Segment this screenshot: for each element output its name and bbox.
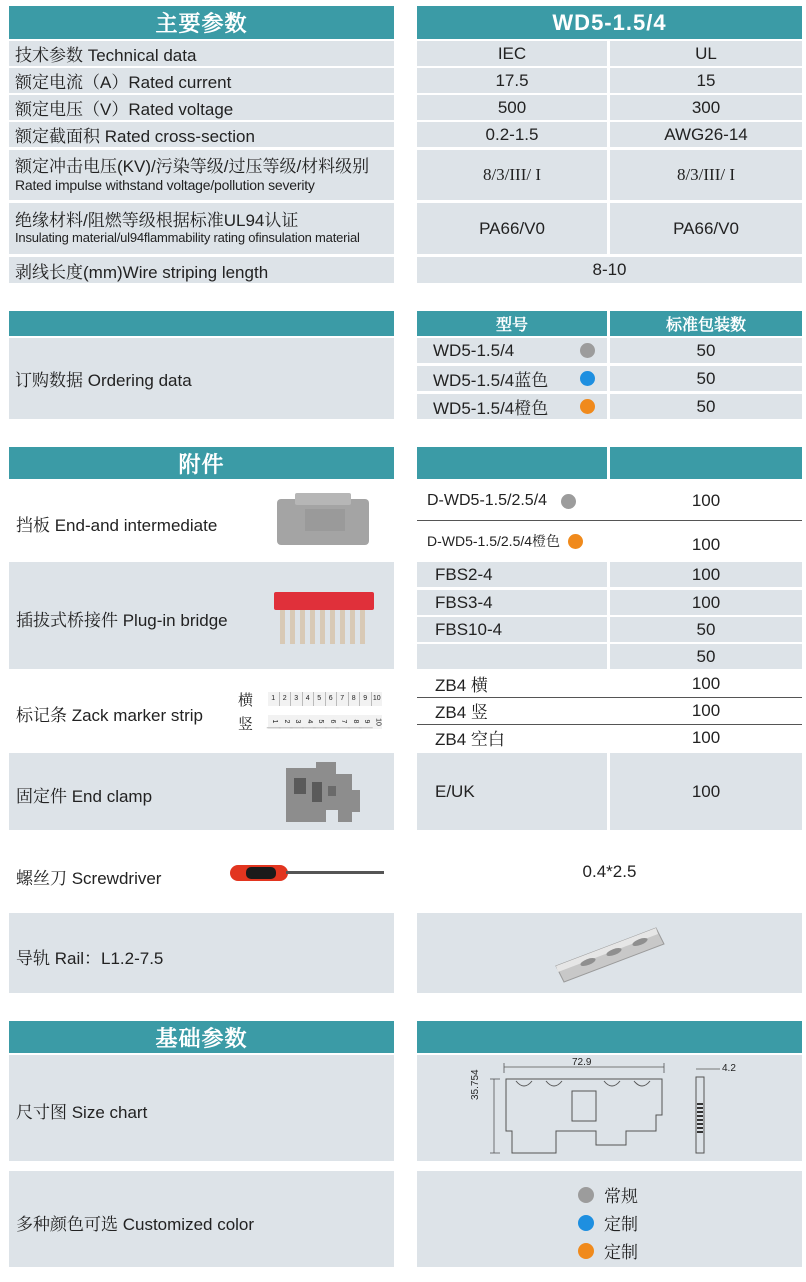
- row-voltage-iec: 500: [417, 95, 607, 120]
- insulating-label-cn: 绝缘材料/阻燃等级根据标准UL94认证: [15, 211, 299, 231]
- rail-image: [552, 922, 668, 986]
- marker-model: ZB4 横: [435, 676, 488, 695]
- marker-model: ZB4 竖: [435, 703, 488, 722]
- ordering-item-gray: [417, 338, 607, 363]
- row-insulating-label: [9, 203, 394, 254]
- clamp-qty: 100: [610, 753, 802, 830]
- blue-dot-icon: [580, 371, 595, 386]
- accessories-header-model: [417, 447, 607, 479]
- size-width-label: 72.9: [572, 1057, 592, 1068]
- row-technical-ul: UL: [610, 41, 802, 66]
- size-height-label: 35.754: [470, 1069, 481, 1100]
- orange-dot-icon: [578, 1243, 594, 1259]
- bridge-model: [417, 644, 607, 669]
- color-option-text: 常规: [604, 1187, 638, 1206]
- bridge-image: [272, 590, 376, 648]
- end-divider: [417, 520, 802, 521]
- color-label: 多种颜色可选 Customized color: [16, 1215, 255, 1234]
- marker-number: 7: [336, 716, 350, 728]
- basic-params-header: 基础参数: [9, 1021, 394, 1053]
- marker-number: 1: [268, 692, 280, 706]
- ordering-qty: 50: [610, 366, 802, 391]
- ordering-header-left: [9, 311, 394, 336]
- row-technical-label: 技术参数 Technical data: [9, 41, 394, 66]
- ordering-model: WD5-1.5/4: [433, 340, 515, 360]
- impulse-label-en: Rated impulse withstand voltage/pollution severity: [15, 176, 315, 193]
- marker-number: 4: [303, 692, 315, 706]
- marker-number: 2: [280, 692, 292, 706]
- color-option-custom-orange: [578, 1238, 638, 1263]
- ordering-qty: 50: [610, 338, 802, 363]
- marker-number: 1: [267, 716, 281, 728]
- end-clamp-image: [282, 760, 366, 824]
- row-insulating-ul: PA66/V0: [610, 203, 802, 254]
- bridge-qty: 100: [610, 562, 802, 587]
- rail-label: 导轨 Rail：L1.2-7.5: [16, 949, 164, 968]
- screwdriver-image: [230, 861, 386, 885]
- impulse-label-cn: 额定冲击电压(KV)/污染等级/过压等级/材料级别: [15, 157, 370, 177]
- row-cross-section-label: 额定截面积 Rated cross-section: [9, 122, 394, 147]
- marker-qty: 100: [691, 727, 721, 747]
- color-option-custom-blue: [578, 1210, 638, 1235]
- bridge-model: FBS10-4: [417, 617, 607, 642]
- size-chart-label: 尺寸图 Size chart: [16, 1103, 148, 1122]
- marker-strip-horizontal: [268, 692, 382, 706]
- bridge-qty: 50: [610, 644, 802, 669]
- bridge-label: 插拔式桥接件 Plug-in bridge: [16, 611, 228, 630]
- end-item-orange: [417, 523, 607, 559]
- ordering-model: WD5-1.5/4橙色: [433, 399, 549, 418]
- screwdriver-label: 螺丝刀 Screwdriver: [16, 869, 162, 888]
- ordering-label: 订购数据 Ordering data: [9, 338, 394, 419]
- marker-number: 4: [301, 716, 315, 728]
- blue-dot-icon: [578, 1215, 594, 1231]
- ordering-qty: 50: [610, 394, 802, 419]
- row-voltage-label: 额定电压（V）Rated voltage: [9, 95, 394, 120]
- row-insulating-iec: PA66/V0: [417, 203, 607, 254]
- gray-dot-icon: [561, 494, 576, 509]
- marker-h-label: 横: [238, 692, 254, 709]
- color-option-regular: [578, 1182, 638, 1207]
- marker-number: 8: [347, 716, 361, 728]
- end-model: D-WD5-1.5/2.5/4橙色: [427, 533, 561, 549]
- end-qty: 100: [691, 535, 721, 554]
- marker-qty: 100: [691, 700, 721, 720]
- marker-number: 5: [313, 716, 327, 728]
- insulating-label-en: Insulating material/ul94flammability rating ofinsulation material: [15, 229, 360, 245]
- marker-number: 5: [314, 692, 326, 706]
- accessories-header: 附件: [9, 447, 394, 479]
- bridge-model: FBS3-4: [417, 590, 607, 615]
- marker-number: 2: [278, 716, 292, 728]
- marker-strip-vertical: [268, 715, 382, 729]
- marker-number: 3: [290, 716, 304, 728]
- bridge-qty: 100: [610, 590, 802, 615]
- row-current-iec: 17.5: [417, 68, 607, 93]
- row-cross-section-iec: 0.2-1.5: [417, 122, 607, 147]
- marker-number: 3: [291, 692, 303, 706]
- end-plate-label: 挡板 End-and intermediate: [16, 516, 218, 535]
- marker-number: 6: [324, 716, 338, 728]
- ordering-item-orange: [417, 394, 607, 419]
- size-thickness-label: 4.2: [722, 1063, 736, 1074]
- row-current-ul: 15: [610, 68, 802, 93]
- marker-number: 6: [326, 692, 338, 706]
- bridge-qty: 50: [610, 617, 802, 642]
- row-technical-iec: IEC: [417, 41, 607, 66]
- marker-v-label: 竖: [238, 716, 254, 733]
- row-voltage-ul: 300: [610, 95, 802, 120]
- end-plate-image: [275, 493, 371, 547]
- color-option-text: 定制: [604, 1243, 638, 1262]
- row-impulse-iec: 8/3/III/ I: [417, 150, 607, 200]
- marker-number: 9: [360, 692, 372, 706]
- clamp-model: E/UK: [417, 753, 607, 830]
- ordering-model: WD5-1.5/4蓝色: [433, 371, 549, 390]
- marker-qty: 100: [691, 673, 721, 693]
- row-current-label: 额定电流（A）Rated current: [9, 68, 394, 93]
- ordering-col-pack: 标准包装数: [610, 311, 802, 336]
- color-option-text: 定制: [604, 1215, 638, 1234]
- marker-number: 10: [372, 695, 381, 702]
- row-cross-section-ul: AWG26-14: [610, 122, 802, 147]
- marker-number: 9: [359, 716, 373, 728]
- orange-dot-icon: [580, 399, 595, 414]
- marker-number: 10: [373, 718, 381, 726]
- accessories-header-qty: [610, 447, 802, 479]
- model-header: WD5-1.5/4: [417, 6, 802, 39]
- end-qty: 100: [691, 491, 721, 510]
- end-model: D-WD5-1.5/2.5/4: [427, 492, 548, 509]
- row-strip-label: 剥线长度(mm)Wire striping length: [9, 257, 394, 283]
- row-strip-value: 8-10: [417, 257, 802, 283]
- row-impulse-label: [9, 150, 394, 200]
- orange-dot-icon: [568, 534, 583, 549]
- row-impulse-ul: 8/3/III/ I: [610, 150, 802, 200]
- gray-dot-icon: [578, 1187, 594, 1203]
- basic-params-header-right: [417, 1021, 802, 1053]
- ordering-col-model: 型号: [417, 311, 607, 336]
- bridge-model: FBS2-4: [417, 562, 607, 587]
- end-item-gray: [417, 483, 607, 519]
- marker-model: ZB4 空白: [435, 730, 505, 749]
- gray-dot-icon: [580, 343, 595, 358]
- marker-number: 7: [337, 692, 349, 706]
- marker-label: 标记条 Zack marker strip: [16, 706, 204, 725]
- main-params-header: 主要参数: [9, 6, 394, 39]
- size-chart-drawing: [476, 1057, 748, 1159]
- ordering-item-blue: [417, 366, 607, 391]
- clamp-label: 固定件 End clamp: [16, 787, 153, 806]
- screwdriver-value: 0.4*2.5: [582, 862, 637, 881]
- marker-number: 8: [349, 692, 361, 706]
